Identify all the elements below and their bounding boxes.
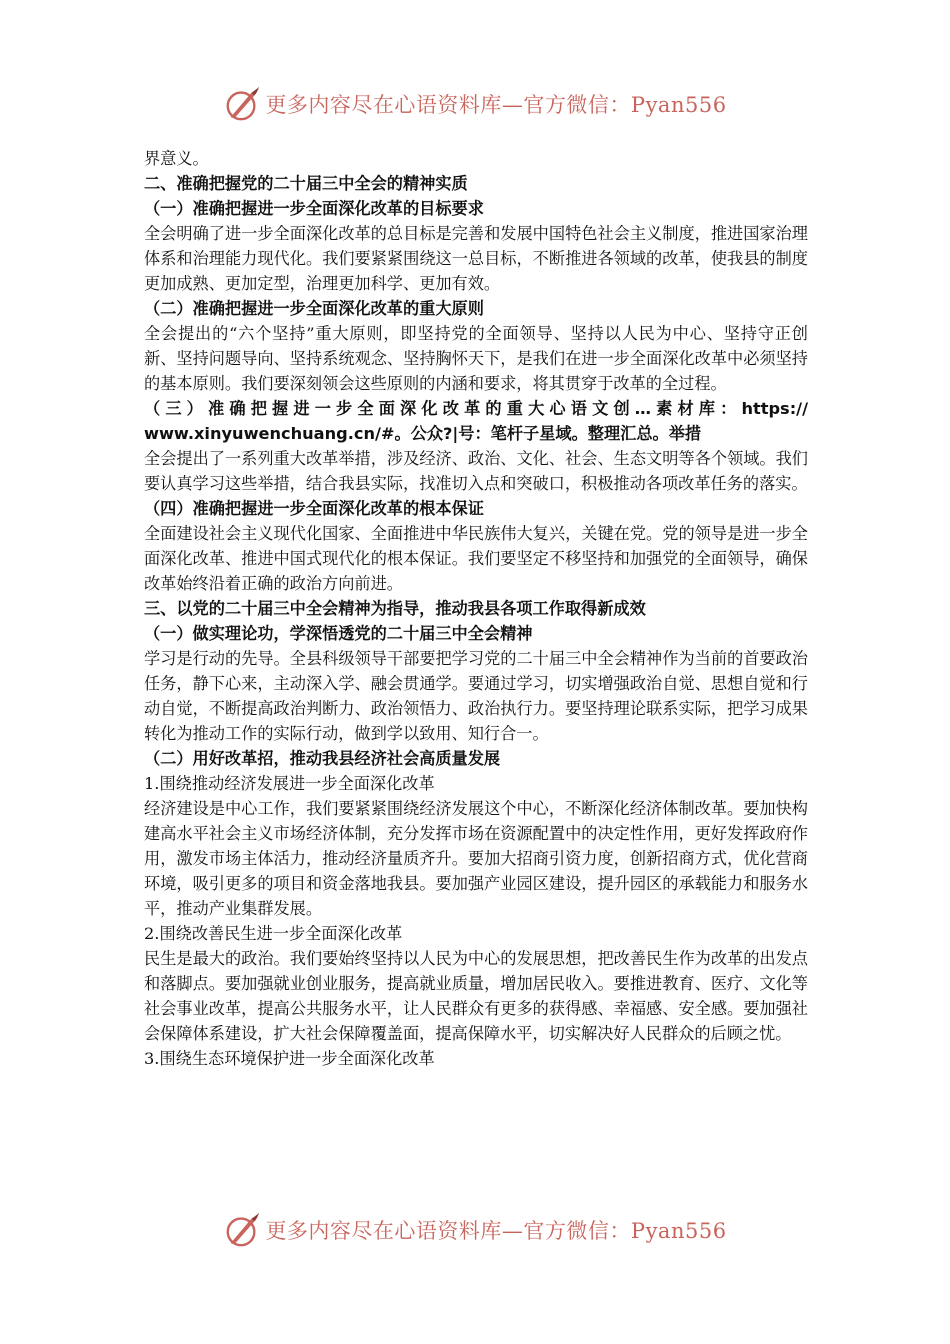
quill-logo-icon — [223, 85, 261, 123]
body-paragraph: 全面建设社会主义现代化国家、全面推进中华民族伟大复兴，关键在党。党的领导是进一步全面深化改革、推进中国式现代化的根本保证。我们要坚定不移坚持和加强党的全面领导，确保改革始终沿着正确的政治方向前进。 — [144, 524, 808, 593]
body-paragraph: 全会明确了进一步全面深化改革的总目标是完善和发展中国特色社会主义制度，推进国家治理体系和治理能力现代化。我们要紧紧围绕这一总目标，不断推进各领域的改革，使我县的制度更加成熟、更加定型，治理更加科学、更加有效。 — [144, 224, 808, 293]
header-banner-text: 更多内容尽在心语资料库—官方微信：Pyan556 — [265, 93, 727, 117]
body-paragraph: 2.围绕改善民生进一步全面深化改革 — [144, 924, 403, 943]
footer-banner-text: 更多内容尽在心语资料库—官方微信：Pyan556 — [265, 1219, 727, 1243]
body-paragraph: 全会提出的“六个坚持”重大原则，即坚持党的全面领导、坚持以人民为中心、坚持守正创新、坚持问题导向、坚持系统观念、坚持胸怀天下，是我们在进一步全面深化改革中必须坚持的基本原则。我们要深刻领会这些原则的内涵和要求，将其贯穿于改革的全过程。 — [144, 324, 808, 393]
body-paragraph: 经济建设是中心工作，我们要紧紧围绕经济发展这个中心，不断深化经济体制改革。要加快构建高水平社会主义市场经济体制，充分发挥市场在资源配置中的决定性作用，更好发挥政府作用，激发市场主体活力，推动经济量质齐升。要加大招商引资力度，创新招商方式，优化营商环境，吸引更多的项目和资金落地我县。要加强产业园区建设，提升园区的承载能力和服务水平，推动产业集群发展。 — [144, 799, 808, 918]
body-paragraph: 民生是最大的政治。我们要始终坚持以人民为中心的发展思想，把改善民生作为改革的出发点和落脚点。要加强就业创业服务，提高就业质量，增加居民收入。要推进教育、医疗、文化等社会事业改革，提高公共服务水平，让人民群众有更多的获得感、幸福感、安全感。要加强社会保障体系建设，扩大社会保障覆盖面，提高保障水平，切实解决好人民群众的后顾之忧。 — [144, 949, 808, 1043]
document-body — [144, 146, 808, 1071]
section-heading: 二、准确把握党的二十届三中全会的精神实质 — [144, 174, 468, 193]
section-heading: （一）准确把握进一步全面深化改革的目标要求 — [144, 199, 484, 218]
header-banner — [0, 82, 950, 126]
body-paragraph: 界意义。 — [144, 149, 209, 168]
section-heading: www.xinyuwenchuang.cn/#。公众?|号：笔杆子星域。整理汇总。举措 — [144, 424, 702, 443]
body-paragraph: 全会提出了一系列重大改革举措，涉及经济、政治、文化、社会、生态文明等各个领域。我们要认真学习这些举措，结合我县实际，找准切入点和突破口，积极推动各项改革任务的落实。 — [144, 449, 808, 493]
section-heading: （一）做实理论功，学深悟透党的二十届三中全会精神 — [144, 624, 533, 643]
section-heading: （四）准确把握进一步全面深化改革的根本保证 — [144, 499, 484, 518]
body-paragraph: 3.围绕生态环境保护进一步全面深化改革 — [144, 1049, 435, 1068]
quill-logo-icon — [223, 1211, 261, 1249]
body-paragraph: 学习是行动的先导。全县科级领导干部要把学习党的二十届三中全会精神作为当前的首要政治任务，静下心来，主动深入学、融会贯通学。要通过学习，切实增强政治自觉、思想自觉和行动自觉，不断提高政治判断力、政治领悟力、政治执行力。要坚持理论联系实际，把学习成果转化为推动工作的实际行动，做到学以致用、知行合一。 — [144, 649, 808, 743]
section-heading: （二）准确把握进一步全面深化改革的重大原则 — [144, 299, 484, 318]
section-heading: （二）用好改革招，推动我县经济社会高质量发展 — [144, 749, 501, 768]
section-heading: 三、以党的二十届三中全会精神为指导，推动我县各项工作取得新成效 — [144, 599, 646, 618]
body-paragraph: 1.围绕推动经济发展进一步全面深化改革 — [144, 774, 435, 793]
footer-banner — [0, 1208, 950, 1252]
section-heading: （三）准确把握进一步全面深化改革的重大心语文创…素材库：https:// — [144, 399, 808, 418]
